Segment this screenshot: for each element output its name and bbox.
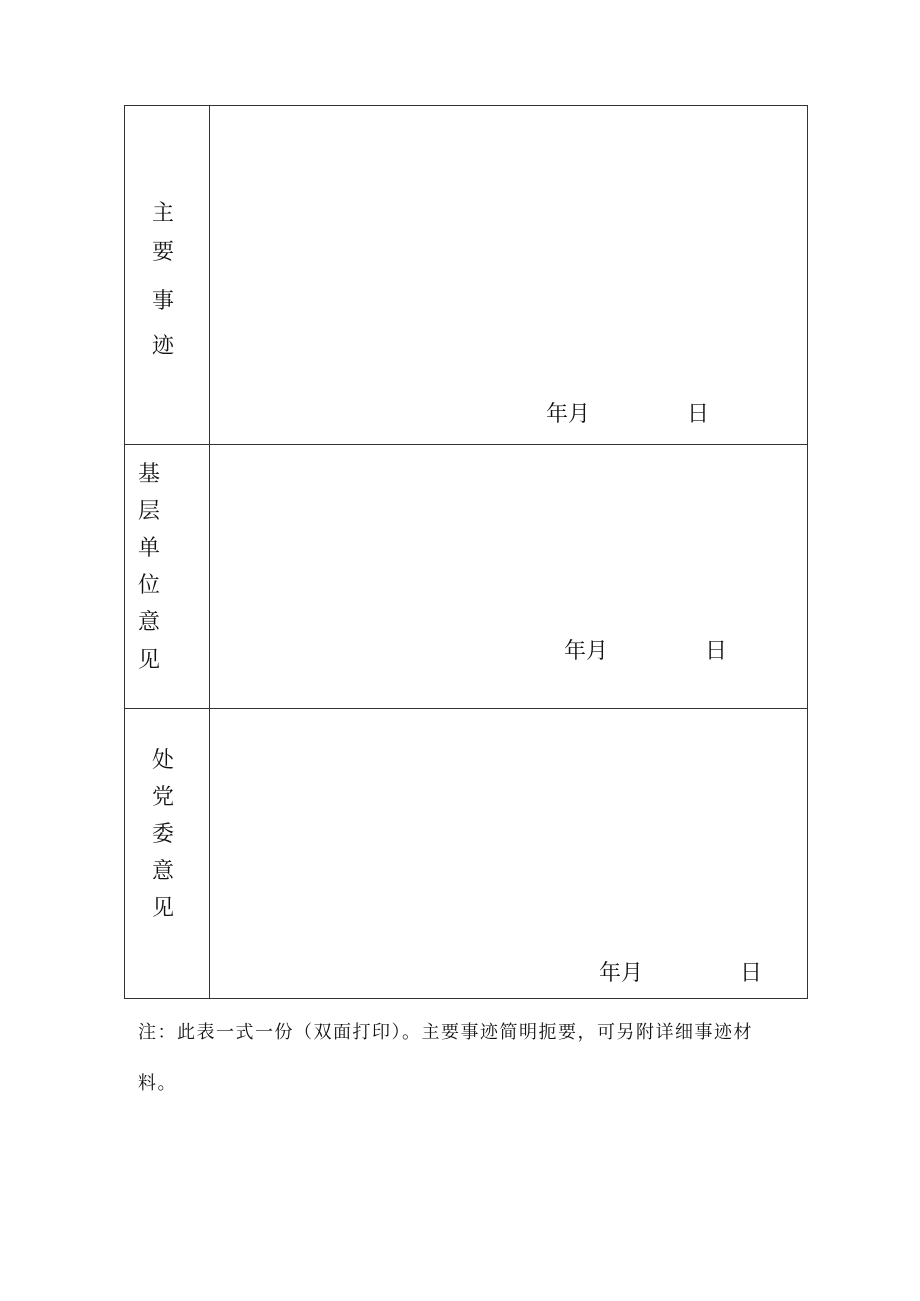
date-year-month: 年月 [546,402,591,427]
footnote-line-1: 注：此表一式一份（双面打印）。主要事迹简明扼要，可另附详细事迹材 [138,1022,753,1043]
date-year-month: 年月 [599,961,644,986]
form-table [124,105,808,999]
label-char: 委 [151,822,174,847]
party-committee-opinion-label-cell [125,709,210,998]
grassroots-opinion-content-area[interactable] [210,445,807,708]
grassroots-opinion-row [125,445,807,709]
main-deeds-row [125,106,807,445]
footnote-line-2: 料。 [138,1073,177,1094]
label-char: 意 [151,859,174,884]
label-char: 位 [137,573,160,598]
label-char: 迹 [151,334,174,359]
date-day: 日 [740,961,763,986]
label-char: 处 [151,748,174,773]
label-char: 见 [137,648,160,673]
label-char: 主 [151,201,174,226]
date-year-month: 年月 [564,639,609,664]
label-char: 事 [151,289,174,314]
label-char: 见 [151,896,174,921]
label-char: 单 [137,536,160,561]
party-committee-opinion-row [125,709,807,998]
date-day: 日 [705,639,728,664]
label-char: 意 [137,610,160,635]
party-committee-opinion-content-area[interactable] [210,709,807,998]
date-day: 日 [687,402,710,427]
label-char: 基 [137,462,160,487]
label-char: 党 [151,785,174,810]
main-deeds-content-area[interactable] [210,106,807,444]
grassroots-opinion-label-cell [125,445,210,708]
label-char: 要 [151,240,174,265]
label-char: 层 [137,499,160,524]
main-deeds-label-cell [125,106,210,444]
